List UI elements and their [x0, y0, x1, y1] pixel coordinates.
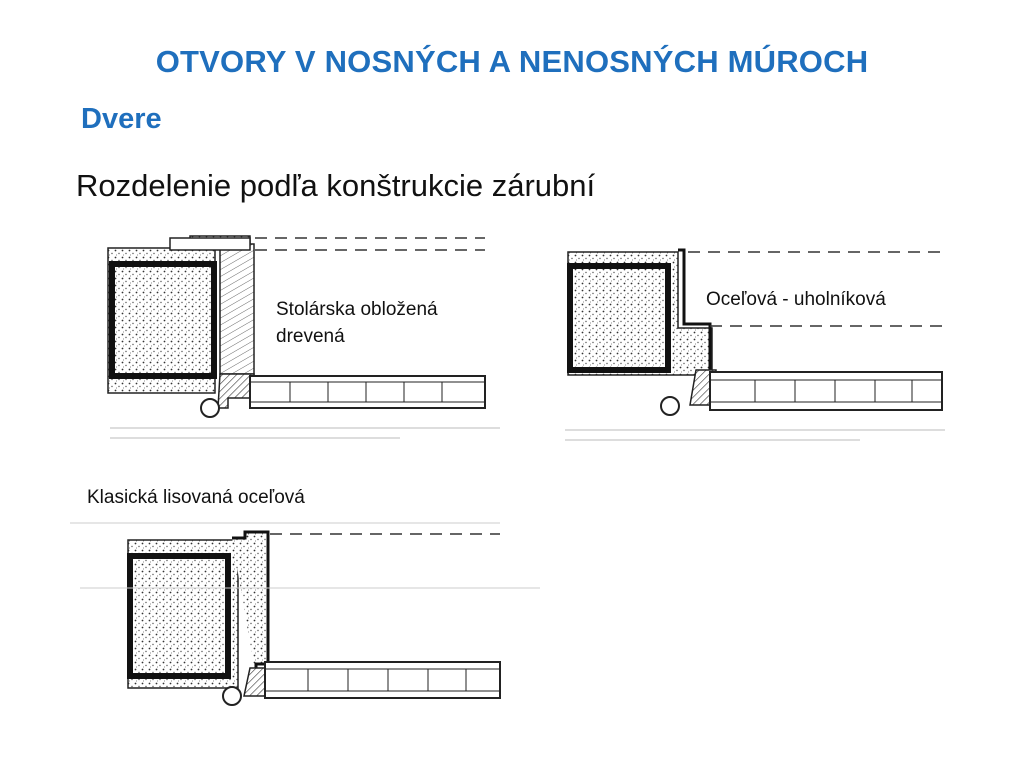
hinge-icon — [223, 687, 241, 705]
wall-core — [130, 556, 228, 676]
wood-lining — [220, 244, 254, 374]
label-wooden-frame: Stolárska obložená drevená — [276, 299, 438, 347]
door-leaf — [250, 376, 485, 408]
faint-background-lines — [110, 428, 500, 438]
door-leaf — [265, 662, 500, 698]
faint-background-lines — [565, 430, 945, 440]
label-pressed-steel-frame: Klasická lisovaná oceľová — [87, 487, 305, 508]
figure-steel-angle-frame — [560, 240, 950, 440]
section-heading: Rozdelenie podľa konštrukcie zárubní — [76, 168, 596, 203]
wall-core — [112, 264, 214, 376]
section-subtitle: Dvere — [81, 103, 162, 135]
hinge-icon — [661, 397, 679, 415]
label-steel-angle-frame: Oceľová - uholníková — [706, 289, 886, 310]
frame-rebate — [218, 374, 254, 408]
trim-strip — [170, 238, 250, 250]
door-leaf — [710, 372, 942, 410]
figure-pressed-steel-frame — [120, 528, 510, 713]
page-title: OTVORY V NOSNÝCH A NENOSNÝCH MÚROCH — [155, 44, 869, 79]
wall-core — [570, 266, 668, 370]
hinge-icon — [201, 399, 219, 417]
door-swing-dashes — [255, 238, 485, 250]
